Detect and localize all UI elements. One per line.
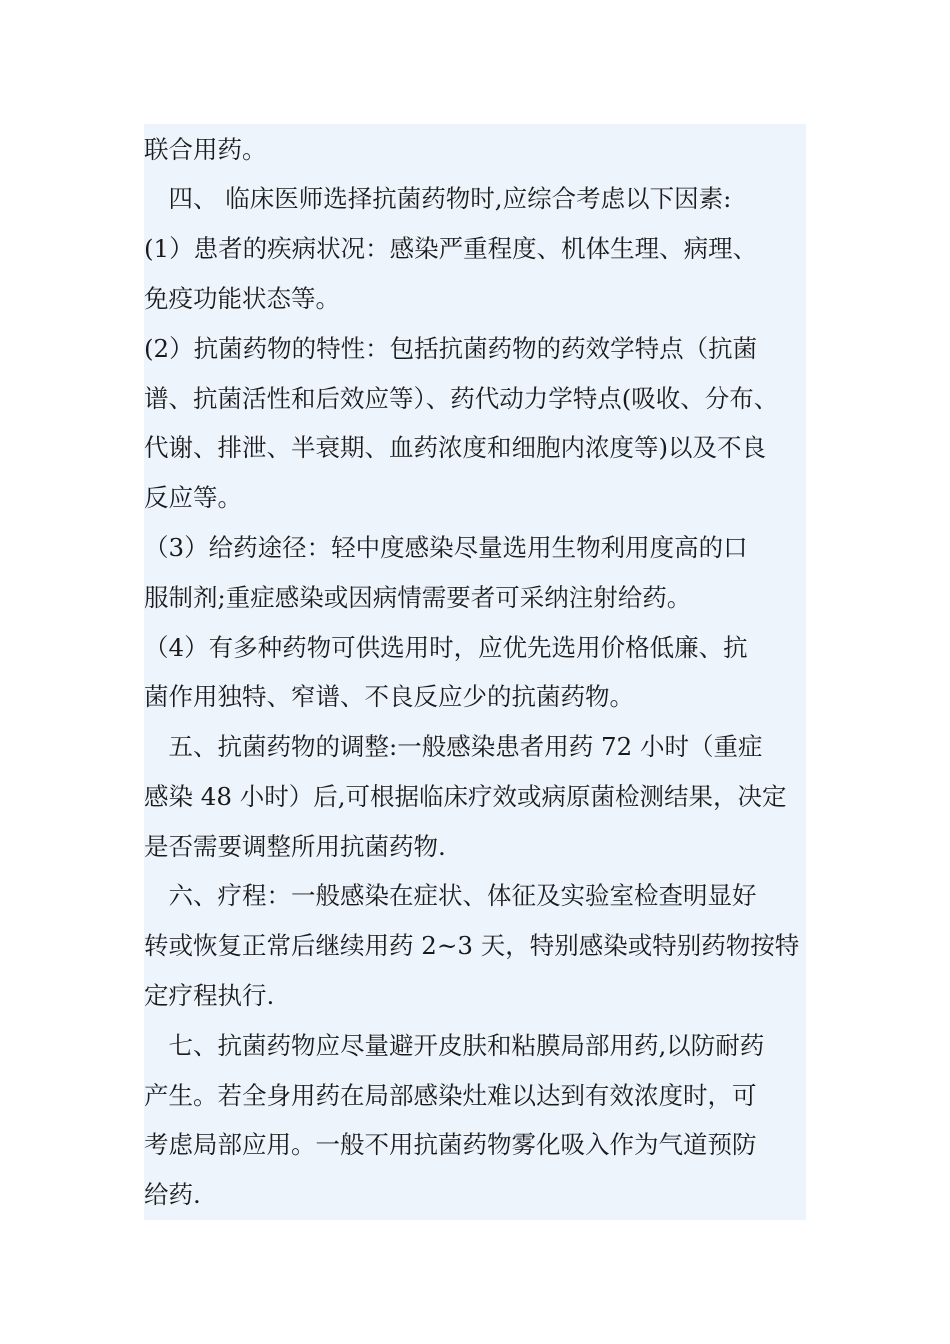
- text-line: 代谢、排泄、半衰期、血药浓度和细胞内浓度等)以及不良: [144, 433, 767, 462]
- text-line: 免疫功能状态等。: [144, 284, 340, 313]
- text-line: 七、抗菌药物应尽量避开皮肤和粘膜局部用药,以防耐药: [144, 1031, 765, 1060]
- text-line: 联合用药。: [144, 135, 267, 164]
- text-line: 谱、抗菌活性和后效应等）、药代动力学特点(吸收、分布、: [144, 384, 779, 413]
- text-line: 给药.: [144, 1180, 201, 1209]
- text-line: 产生。若全身用药在局部感染灶难以达到有效浓度时，可: [144, 1081, 757, 1110]
- text-line: （3）给药途径：轻中度感染尽量选用生物利用度高的口: [144, 533, 748, 562]
- text-line: 反应等。: [144, 483, 242, 512]
- text-line: 是否需要调整所用抗菌药物.: [144, 832, 446, 861]
- text-line: 考虑局部应用。一般不用抗菌药物雾化吸入作为气道预防: [144, 1130, 757, 1159]
- text-line: （4）有多种药物可供选用时，应优先选用价格低廉、抗: [144, 633, 748, 662]
- text-line: 转或恢复正常后继续用药 2~3 天，特别感染或特别药物按特: [144, 931, 800, 960]
- text-line: 服制剂;重症感染或因病情需要者可采纳注射给药。: [144, 583, 692, 612]
- text-line: 六、疗程：一般感染在症状、体征及实验室检查明显好: [144, 881, 757, 910]
- text-line: (2）抗菌药物的特性：包括抗菌药物的药效学特点（抗菌: [144, 334, 758, 363]
- text-line: 五、抗菌药物的调整:一般感染患者用药 72 小时（重症: [144, 732, 763, 761]
- text-line: 感染 48 小时）后,可根据临床疗效或病原菌检测结果，决定: [144, 782, 787, 811]
- text-line: 定疗程执行.: [144, 981, 275, 1010]
- text-line: (1）患者的疾病状况：感染严重程度、机体生理、病理、: [144, 234, 758, 263]
- text-line: 四、 临床医师选择抗菌药物时,应综合考虑以下因素:: [144, 184, 732, 213]
- text-line: 菌作用独特、窄谱、不良反应少的抗菌药物。: [144, 682, 634, 711]
